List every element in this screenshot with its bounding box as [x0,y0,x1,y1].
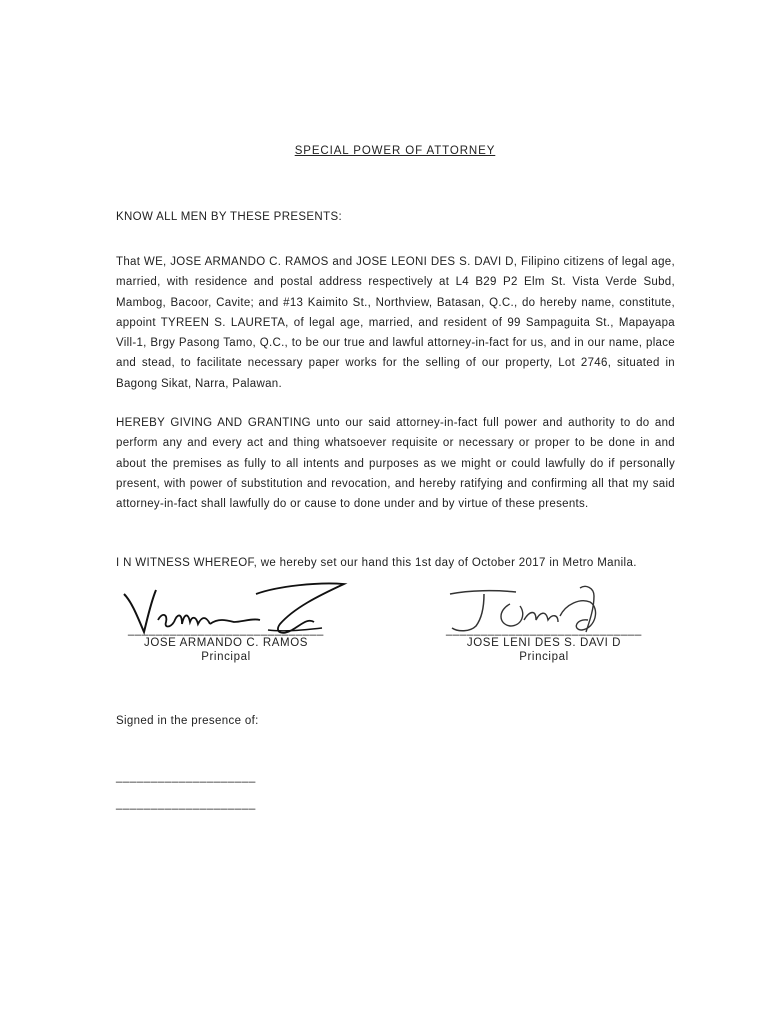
signature-line: ____________________________ [128,624,324,636]
signatory-role: Principal [519,651,569,663]
document-title: SPECIAL POWER OF ATTORNEY [294,145,496,157]
signatory-ramos [106,624,346,665]
witness-line-1: ____________________ [116,771,256,783]
signatory-name: JOSE LENI DES S. DAVI D [466,637,622,649]
granting-paragraph: HEREBY GIVING AND GRANTING unto our said attorney-in-fact full power and authority to do and perform any and every act and thing whatsoever requisite or necessary or proper to be done in and about the premises as fully to all intents and purposes as we might or could lawfully do if personally present, with power of substitution and revocation, and hereby ratifying and confirming all that my said attorney-in-fact shall lawfully do or cause to done under and by virtue of these presents. [116,417,675,511]
signatory-name: JOSE ARMANDO C. RAMOS [143,637,309,649]
salutation: KNOW ALL MEN BY THESE PRESENTS: [116,211,343,223]
witness-line-2: ____________________ [116,798,256,810]
signatory-role: Principal [201,651,251,663]
signatory-david [424,624,664,665]
signature-line: ____________________________ [446,624,642,636]
appointment-paragraph: That WE, JOSE ARMANDO C. RAMOS and JOSE LEONI DES S. DAVI D, Filipino citizens of legal age, married, with residence and postal address respectively at L4 B29 P2 Elm St. Vista Verde Subd, Mambog, Bacoor, Cavite; and #13 Kaimito St., Northview, Batasan, Q.C., do hereby name, constitute, appoint TYREEN S. LAURETA, of legal age, married, and resident of 99 Sampaguita St., Mapayapa Vill-1, Brgy Pasong Tamo, Q.C., to be our true and lawful attorney-in-fact for us, and in our name, place and stead, to facilitate necessary paper works for the selling of our property, Lot 2746, situated in Bagong Sikat, Narra, Palawan. [116,256,675,390]
presence-label: Signed in the presence of: [116,715,259,727]
witness-clause: I N WITNESS WHEREOF, we hereby set our hand this 1st day of October 2017 in Metro Manila. [116,557,637,569]
